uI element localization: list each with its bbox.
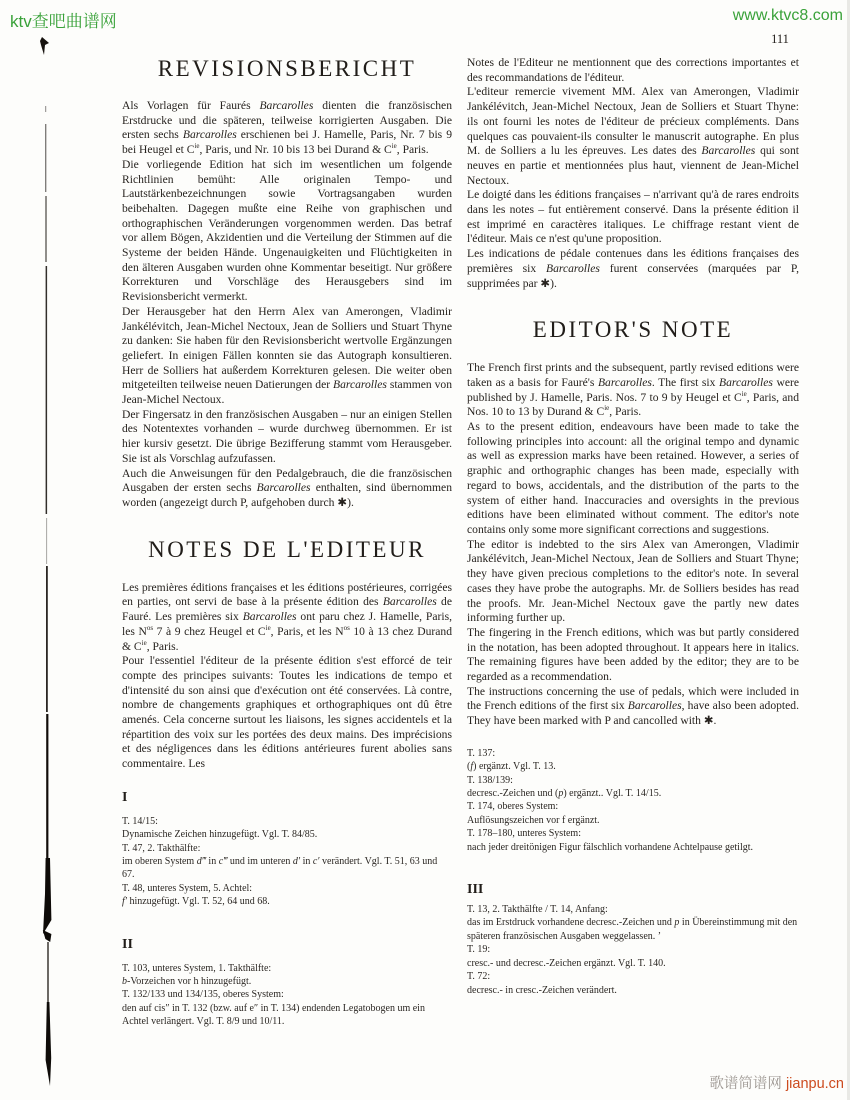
note-section-2-continuation bbox=[467, 747, 799, 854]
paragraph: Die vorliegende Edition hat sich im wesentlichen um folgende Richtlinien bemüht: Alle originalen Tempo- und Lautstärkenbezeichnungen sowie Vortragsangaben wurden beibehalten. Dagegen mußte eine Reihe von graphischen und orthographischen Veränderungen vorgenommen werden. Das betraf vor allem Bögen, Akzidentien und die Verteilung der Stimmen auf die Systeme der beiden Hände. Ungenauigkeiten und Flüchtigkeiten in den älteren Ausgaben wurden ohne Kommentar beseitigt. Nur größere Korrekturen und Vorschläge des Herausgebers sind im Revisionsbericht vermerkt. bbox=[122, 157, 452, 304]
paragraph: Der Herausgeber hat den Herrn Alex van Amerongen, Vladimir Jankélévitch, Jean-Michel Nectoux, Jean de Solliers und Stuart Thyne zu danken: Sie haben für den Revisionsbericht wertvolle Ergänzungen geliefert. In einigen Fällen konnten sie das Autograph konsultieren. Herr de Solliers hat außerdem Korrekturen gelesen. Die weiter oben mitgeteilten teilweise neuen Datierungen der Barcarolles stammen von Jean-Michel Nectoux. bbox=[122, 304, 452, 407]
paragraph: The instructions concerning the use of pedals, which were included in the French editions of the first six Barcarolles, have also been adopted. They have been marked with P and cancolled with ✱. bbox=[467, 684, 799, 728]
watermark-site-url: jianpu.cn bbox=[785, 1076, 844, 1092]
paragraph: Notes de l'Editeur ne mentionnent que des corrections importantes et des recommandations de l'éditeur. bbox=[467, 56, 799, 84]
paragraph: As to the present edition, endeavours have been made to take the following principles into account: all the original tempo and dynamic as well as expression marks have been retained. However, a series of graphic and orthographic changes has been made, especially with regard to bows, accidentals, and the distribution of the parts to the system of either hand. Inaccuracies and oversights in the previous editions have been eliminated without comment. The editor's note contains only some more significant corrections and suggestions. bbox=[467, 420, 799, 536]
note-section-label: III bbox=[467, 882, 484, 898]
paragraph: Le doigté dans les éditions françaises – n'arrivant qu'à de rares endroits dans les notes – fut entièrement conservé. Dans la présente édition il est imprimé en caractères italiques. Le chiffrage restant vient de l'éditeur. Mais ce n'est qu'une proposition. bbox=[467, 188, 799, 246]
note-lines bbox=[467, 903, 799, 997]
note-line: (f) ergänzt. Vgl. T. 13. bbox=[467, 761, 556, 773]
watermark-top-right: www.ktvc8.com bbox=[732, 7, 843, 24]
heading-notes-de-lediteur: NOTES DE L'EDITEUR bbox=[148, 536, 426, 562]
note-line: T. 174, oberes System: bbox=[467, 801, 559, 813]
note-lines bbox=[467, 747, 799, 854]
note-line: T. 19: bbox=[467, 944, 491, 956]
note-line: im oberen System d‴ in c‴ und im unteren d′ in c′ verändert. Vgl. T. 51, 63 und 67. bbox=[122, 856, 438, 881]
note-line: cresc.- und decresc.-Zeichen ergänzt. Vgl. T. 140. bbox=[467, 957, 666, 969]
note-line: T. 178–180, unteres System: bbox=[467, 828, 581, 840]
note-line: das im Erstdruck vorhandene decresc.-Zeichen und p in Übereinstimmung mit den späteren französischen Ausgaben weggelassen. ’ bbox=[467, 917, 798, 942]
paragraph: The editor is indebted to the sirs Alex van Amerongen, Vladimir Jankélévitch, Jean-Michel Nectoux, Jean de Solliers and Stuart Thyne; they have given precious completions to the editor's note. In several cases they have probe the autographs. Mr. de Solliers besides has read the proofs. Mr. Jean-Michel Nectoux gave the partly new dates informing further up. bbox=[467, 537, 799, 625]
left-column bbox=[122, 56, 452, 1029]
note-line: Auflösungszeichen vor f ergänzt. bbox=[467, 814, 600, 826]
english-text-block bbox=[467, 361, 799, 729]
note-line: den auf cis″ in T. 132 (bzw. auf e″ in T. 134) endenden Legatobogen um ein Achtel verlängert. Vgl. T. 8/9 und 10/11. bbox=[122, 1002, 425, 1028]
note-line: T. 13, 2. Takthälfte / T. 14, Anfang: bbox=[467, 904, 608, 916]
right-column bbox=[467, 56, 799, 997]
paragraph: Als Vorlagen für Faurés Barcarolles dienten die französischen Erstdrucke und die späteren, teilweise korrigierten Ausgaben. Die ersten sechs Barcarolles erschienen bei J. Hamelle, Paris, Nr. 7 bis 9 bei Heugel et $C^{ie}$, Paris, und Nr. 10 bis 13 bei Durand & $C^{ie}$, Paris. bbox=[122, 99, 452, 157]
note-line: b-Vorzeichen vor h hinzugefügt. bbox=[122, 976, 252, 988]
paragraph: Auch die Anweisungen für den Pedalgebrauch, die die französischen Ausgaben der ersten sechs Barcarolles enthalten, sind übernommen worden (angezeigt durch P, aufgehoben durch ✱). bbox=[122, 466, 452, 509]
note-line: decresc.- in cresc.-Zeichen verändert. bbox=[467, 984, 617, 996]
note-line: T. 48, unteres System, 5. Achtel: bbox=[122, 882, 253, 894]
paragraph: The French first prints and the subsequent, partly revised editions were taken as a basis for Fauré's Barcarolles. The first six Barcarolles were published by J. Hamelle, Paris. Nos. 7 to 9 by Heugel et $C^{ie}$, Paris, and Nos. 10 to 13 by Durand & $C^{ie}$, Paris. bbox=[467, 361, 799, 419]
note-lines bbox=[122, 962, 452, 1029]
note-line: decresc.-Zeichen und (p) ergänzt.. Vgl. T. 14/15. bbox=[467, 788, 662, 800]
watermark-top-left: ktv查吧曲谱网 bbox=[10, 12, 117, 31]
paragraph: L'editeur remercie vivement MM. Alex van Amerongen, Vladimir Jankélévitch, Jean-Michel Nectoux, Jean de Solliers et Stuart Thyne: ils ont fourni les notes de l'éditeur de précieux compléments. Dans quelques cas pouvaient-ils consulter le manuscrit autographe. En plus M. de Solliers a lu les épreuves. Les dates des Barcarolles qui sont neuves en partie et mentionnées plus haut, viennent de Jean-Michel Nectoux. bbox=[467, 85, 799, 187]
paragraph: Der Fingersatz in den französischen Ausgaben – nur an einigen Stellen des Notentextes vorhanden – wurde durchweg übernommen. Er ist hier kursiv gesetzt. Die übrige Bezifferung stammt vom Herausgeber. Sie ist als Vorschlag aufzufassen. bbox=[122, 407, 452, 465]
note-section-label: I bbox=[122, 789, 128, 805]
note-line: nach jeder dreitönigen Figur fälschlich vorhandene Achtelpause getilgt. bbox=[467, 841, 754, 853]
note-line: T. 132/133 und 134/135, oberes System: bbox=[122, 989, 284, 1001]
critical-notes-right bbox=[467, 747, 799, 997]
critical-notes-left bbox=[122, 790, 452, 1029]
watermark-bottom-right bbox=[709, 1072, 844, 1093]
french-continuation-block bbox=[467, 56, 799, 291]
note-line: f′ hinzugefügt. Vgl. T. 52, 64 und 68. bbox=[122, 896, 270, 908]
note-line: T. 103, unteres System, 1. Takthälfte: bbox=[122, 962, 272, 974]
note-line: T. 14/15: bbox=[122, 815, 158, 827]
paragraph: Les premières éditions françaises et les éditions postérieures, corrigées en parties, ont servi de base à la présente édition des Barcarolles de Fauré. Les premières six Barcarolles ont paru chez J. Hamelle, Paris, les $N^{os}$ 7 à 9 chez Heugel et $C^{ie}$, Paris, et les $N^{os}$ 10 à 13 chez Durand & $C^{ie}$, Paris. bbox=[122, 580, 453, 653]
note-section-label: II bbox=[122, 936, 133, 952]
watermark-site-name: 歌谱简谱网 bbox=[709, 1076, 786, 1092]
note-line: T. 137: bbox=[467, 747, 496, 759]
note-line: T. 138/139: bbox=[467, 774, 513, 786]
note-lines bbox=[122, 815, 452, 909]
german-text-block bbox=[122, 99, 452, 511]
note-line: T. 72: bbox=[467, 971, 491, 983]
note-section-2 bbox=[122, 937, 452, 1029]
scan-binding-artifact-line bbox=[0, 0, 60, 1100]
heading-editors-note: EDITOR'S NOTE bbox=[532, 317, 734, 343]
note-line: T. 47, 2. Takthälfte: bbox=[122, 842, 201, 854]
note-section-1 bbox=[122, 790, 452, 909]
paragraph: Les indications de pédale contenues dans les éditions françaises des premières six Barcarolles furent conservées (marquées par P, supprimées par ✱). bbox=[467, 247, 799, 290]
heading-revisionsbericht: REVISIONSBERICHT bbox=[157, 56, 417, 81]
note-line: Dynamische Zeichen hinzugefügt. Vgl. T. 84/85. bbox=[122, 829, 318, 841]
french-text-block bbox=[122, 581, 452, 772]
paragraph: The fingering in the French editions, which was but partly considered in the notation, has been adopted throughout. It appears here in italics. The remaining figures have been added by the editor; they are to be regarded as a recommendation. bbox=[467, 625, 799, 684]
note-section-3 bbox=[467, 882, 799, 997]
page-number: 111 bbox=[771, 32, 789, 46]
paragraph: Pour l'essentiel l'éditeur de la présente édition s'est efforcé de teir compte des principes suivants: Toutes les indications de tempo et d'intensité du son ainsi que d'exécution ont été conservées. Là contre, nombre de changements graphiques et orthographiques ont dû être amenés. Cela concerne surtout les liaisons, les signes accidentels et la répartition des voix sur les portées des deux mains. Des imprécisions et des négligences dans les éditions antérieures furent abolies sans commentaire. Les bbox=[122, 654, 452, 771]
